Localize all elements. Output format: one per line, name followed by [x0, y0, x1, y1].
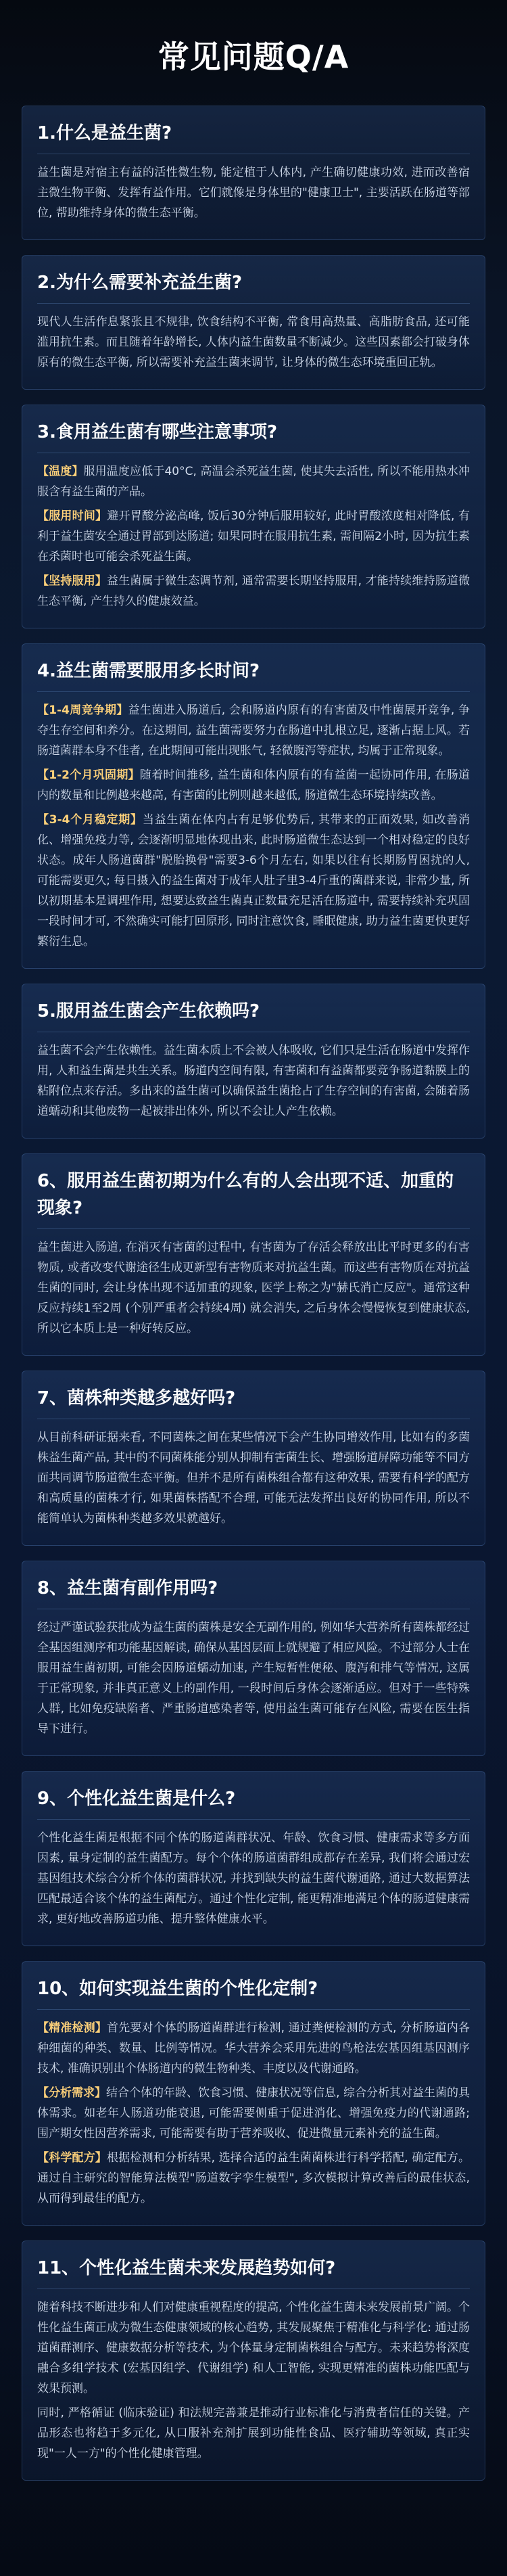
- faq-answer-paragraph: [37, 1427, 470, 1529]
- faq-question: 8、益生菌有副作用吗?: [37, 1575, 470, 1609]
- faq-question: 6、服用益生菌初期为什么有的人会出现不适、加重的现象?: [37, 1168, 470, 1229]
- faq-section: [22, 405, 485, 628]
- faq-answer-paragraph: [37, 2297, 470, 2399]
- answer-text: 当益生菌在体内占有足够优势后, 其带来的正面效果, 如改善消化、增强免疫力等, 会逐渐明显地体现出来, 此时肠道微生态达到一个相对稳定的良好状态。成年人肠道菌群"脱胎换骨"需要3-6个月左右, 如果以往有长期肠胃困扰的人, 可能需要更久; 每日摄入的益生菌对于成年人肚子里3-4斤重的菌群来说, 非常少量, 所以初期基本是调理作用, 想要达致益生菌真正数量充足活在肠道中, 需要持续补充巩固一段时间才可, 不然确实可能打回原形, 同时注意饮食, 睡眠健康, 助力益生菌更快更好繁衍生息。: [37, 813, 470, 948]
- faq-question: 11、个性化益生菌未来发展趋势如何?: [37, 2255, 470, 2289]
- answer-text: 避开胃酸分泌高峰, 饭后30分钟后服用较好, 此时胃酸浓度相对降低, 有利于益生菌安全通过胃部到达肠道; 如果同时在服用抗生素, 需间隔2小时, 因为抗生素在杀菌时也可能会杀死益生菌。: [37, 509, 470, 564]
- answer-tag: 【1-4周竞争期】: [37, 704, 128, 717]
- faq-answer-paragraph: [37, 461, 470, 502]
- faq-section: [22, 1771, 485, 1946]
- answer-text: 益生菌是对宿主有益的活性微生物, 能定植于人体内, 产生确切健康功效, 进而改善宿主微生物平衡、发挥有益作用。它们就像是身体里的"健康卫士", 主要活跃在肠道等部位, 帮助维持身体的微生态平衡。: [37, 166, 470, 220]
- faq-question: 5.服用益生菌会产生依赖吗?: [37, 998, 470, 1032]
- faq-answer-paragraph: [37, 1040, 470, 1122]
- faq-answer-paragraph: [37, 1828, 470, 1929]
- answer-tag: 【3-4个月稳定期】: [37, 813, 143, 827]
- faq-question: 4.益生菌需要服用多长时间?: [37, 658, 470, 692]
- answer-tag: 【温度】: [37, 465, 84, 478]
- answer-tag: 【1-2个月巩固期】: [37, 768, 140, 782]
- faq-answer-paragraph: [37, 571, 470, 612]
- faq-list: [22, 106, 485, 2481]
- answer-text: 随着科技不断进步和人们对健康重视程度的提高, 个性化益生菌未来发展前景广阔。个性化益生菌正成为微生态健康领域的核心趋势, 其发展聚焦于精准化与科学化: 通过肠道菌群测序、健康数据分析等技术, 为个体量身定制菌株组合与配方。未来趋势将深度融合多组学技术 (宏基因组学、代谢组学) 和人工智能, 实现更精准的菌株功能匹配与效果预测。: [37, 2301, 470, 2395]
- answer-text: 经过严谨试验获批成为益生菌的菌株是安全无副作用的, 例如华大营养所有菌株都经过全基因组测序和功能基因解读, 确保从基因层面上就规避了相应风险。不过部分人士在服用益生菌初期, 可能会因肠道蠕动加速, 产生短暂性便秘、腹泻和排气等情况, 这属于正常现象, 并非真正意义上的副作用, 一段时间后身体会逐渐适应。但对于一些特殊人群, 比如免疫缺陷者、严重肠道感染者等, 使用益生菌可能存在风险, 需要在医生指导下进行。: [37, 1621, 470, 1736]
- faq-question: 3.食用益生菌有哪些注意事项?: [37, 419, 470, 453]
- faq-answer-paragraph: [37, 700, 470, 761]
- answer-text: 个性化益生菌是根据不同个体的肠道菌群状况、年龄、饮食习惯、健康需求等多方面因素, 量身定制的益生菌配方。每个个体的肠道菌群组成都存在差异, 我们将会通过宏基因组技术综合分析个体的菌群状况, 并找到缺失的益生菌代谢通路, 通过大数据算法匹配最适合该个体的益生菌配方。通过个性化定制, 能更精准地满足个体的肠道健康需求, 更好地改善肠道功能、提升整体健康水平。: [37, 1831, 470, 1926]
- faq-answer-paragraph: [37, 2148, 470, 2209]
- answer-text: 根据检测和分析结果, 选择合适的益生菌菌株进行科学搭配, 确定配方。通过自主研究的智能算法模型"肠道数字孪生模型", 多次模拟计算改善后的最佳状态, 从而得到最佳的配方。: [37, 2151, 470, 2205]
- answer-text: 随着时间推移, 益生菌和体内原有的有益菌一起协同作用, 在肠道内的数量和比例越来越高, 有害菌的比例则越来越低, 肠道微生态环境持续改善。: [37, 768, 470, 802]
- faq-section: [22, 2240, 485, 2481]
- faq-section: [22, 643, 485, 969]
- faq-question: 10、如何实现益生菌的个性化定制?: [37, 1975, 470, 2010]
- faq-question: 9、个性化益生菌是什么?: [37, 1785, 470, 1820]
- answer-text: 益生菌属于微生态调节剂, 通常需要长期坚持服用, 才能持续维持肠道微生态平衡, 产生持久的健康效益。: [37, 574, 470, 608]
- faq-section: [22, 1961, 485, 2226]
- answer-tag: 【服用时间】: [37, 509, 107, 523]
- faq-question: 2.为什么需要补充益生菌?: [37, 269, 470, 304]
- faq-section: [22, 984, 485, 1138]
- answer-text: 从目前科研证据来看, 不同菌株之间在某些情况下会产生协同增效作用, 比如有的多菌株益生菌产品, 其中的不同菌株能分别从抑制有害菌生长、增强肠道屏障功能等不同方面共同调节肠道微生态平衡。但并不是所有菌株组合都有这种效果, 需要有科学的配方和高质量的菌株才行, 如果菌株搭配不合理, 可能无法发挥出良好的协同作用, 所以不能简单认为菌株种类越多效果就越好。: [37, 1431, 470, 1525]
- answer-text: 益生菌进入肠道后, 会和肠道内原有的有害菌及中性菌展开竞争, 争夺生存空间和养分。在这期间, 益生菌需要努力在肠道中扎根立足, 逐渐占据上风。若肠道菌群本身不佳者, 在此期间可能出现胀气, 轻微腹泻等症状, 均属于正常现象。: [37, 704, 470, 758]
- answer-text: 现代人生活作息紧张且不规律, 饮食结构不平衡, 常食用高热量、高脂肪食品, 还可能滥用抗生素。而且随着年龄增长, 人体内益生菌数量不断减少。这些因素都会打破身体原有的微生态平衡, 所以需要补充益生菌来调节, 让身体的微生态环境重回正轨。: [37, 315, 470, 369]
- faq-answer-paragraph: [37, 2083, 470, 2144]
- answer-text: 同时, 严格循证 (临床验证) 和法规完善兼是推动行业标准化与消费者信任的关键。产品形态也将趋于多元化, 从口服补充剂扩展到功能性食品、医疗辅助等领域, 真正实现"一人一方"的个性化健康管理。: [37, 2406, 470, 2460]
- faq-section: [22, 255, 485, 390]
- answer-text: 结合个体的年龄、饮食习惯、健康状况等信息, 综合分析其对益生菌的具体需求。如老年人肠道功能衰退, 可能需要侧重于促进消化、增强免疫力的代谢通路; 围产期女性因营养需求, 可能需要有助于营养吸收、促进微量元素补充的益生菌。: [37, 2086, 470, 2140]
- faq-question: 1.什么是益生菌?: [37, 120, 470, 154]
- answer-tag: 【科学配方】: [37, 2151, 107, 2165]
- faq-answer-paragraph: [37, 162, 470, 223]
- answer-text: 益生菌不会产生依赖性。益生菌本质上不会被人体吸收, 它们只是生活在肠道中发挥作用, 人和益生菌是共生关系。肠道内空间有限, 有害菌和有益菌都要竞争肠道黏膜上的粘附位点来存活。多出来的益生菌可以确保益生菌抢占了生存空间的有害菌, 会随着肠道蠕动和其他废物一起被排出体外, 所以不会让人产生依赖。: [37, 1044, 470, 1118]
- faq-section: [22, 1371, 485, 1546]
- answer-text: 服用温度应低于40°C, 高温会杀死益生菌, 使其失去活性, 所以不能用热水冲服含有益生菌的产品。: [37, 465, 470, 499]
- answer-tag: 【精准检测】: [37, 2021, 107, 2035]
- faq-answer-paragraph: [37, 1237, 470, 1339]
- answer-tag: 【坚持服用】: [37, 574, 107, 588]
- faq-answer-paragraph: [37, 1617, 470, 1739]
- page-title: 常见问题Q/A: [158, 39, 349, 75]
- faq-section: [22, 1153, 485, 1356]
- faq-section: [22, 106, 485, 240]
- faq-answer-paragraph: [37, 810, 470, 952]
- answer-tag: 【分析需求】: [37, 2086, 107, 2100]
- answer-text: 首先要对个体的肠道菌群进行检测, 通过粪便检测的方式, 分析肠道内各种细菌的种类、数量、比例等情况。华大营养会采用先进的鸟枪法宏基因组基因测序技术, 准确识别出个体肠道内的微生物种类、丰度以及代谢通路。: [37, 2021, 470, 2075]
- answer-text: 益生菌进入肠道, 在消灭有害菌的过程中, 有害菌为了存活会释放出比平时更多的有害物质, 或者改变代谢途径生成更新型有害物质来对抗益生菌。而这些有害物质在对抗益生菌的同时, 会让身体出现不适加重的现象, 医学上称之为"赫氏消亡反应"。通常这种反应持续1至2周 (个别严重者会持续4周) 就会消失, 之后身体会慢慢恢复到健康状态, 所以它本质上是一种好转反应。: [37, 1241, 470, 1335]
- faq-answer-paragraph: [37, 506, 470, 567]
- faq-section: [22, 1561, 485, 1756]
- faq-answer-paragraph: [37, 312, 470, 373]
- faq-question: 7、菌株种类越多越好吗?: [37, 1385, 470, 1419]
- faq-answer-paragraph: [37, 2018, 470, 2079]
- faq-answer-paragraph: [37, 765, 470, 806]
- faq-answer-paragraph: [37, 2403, 470, 2464]
